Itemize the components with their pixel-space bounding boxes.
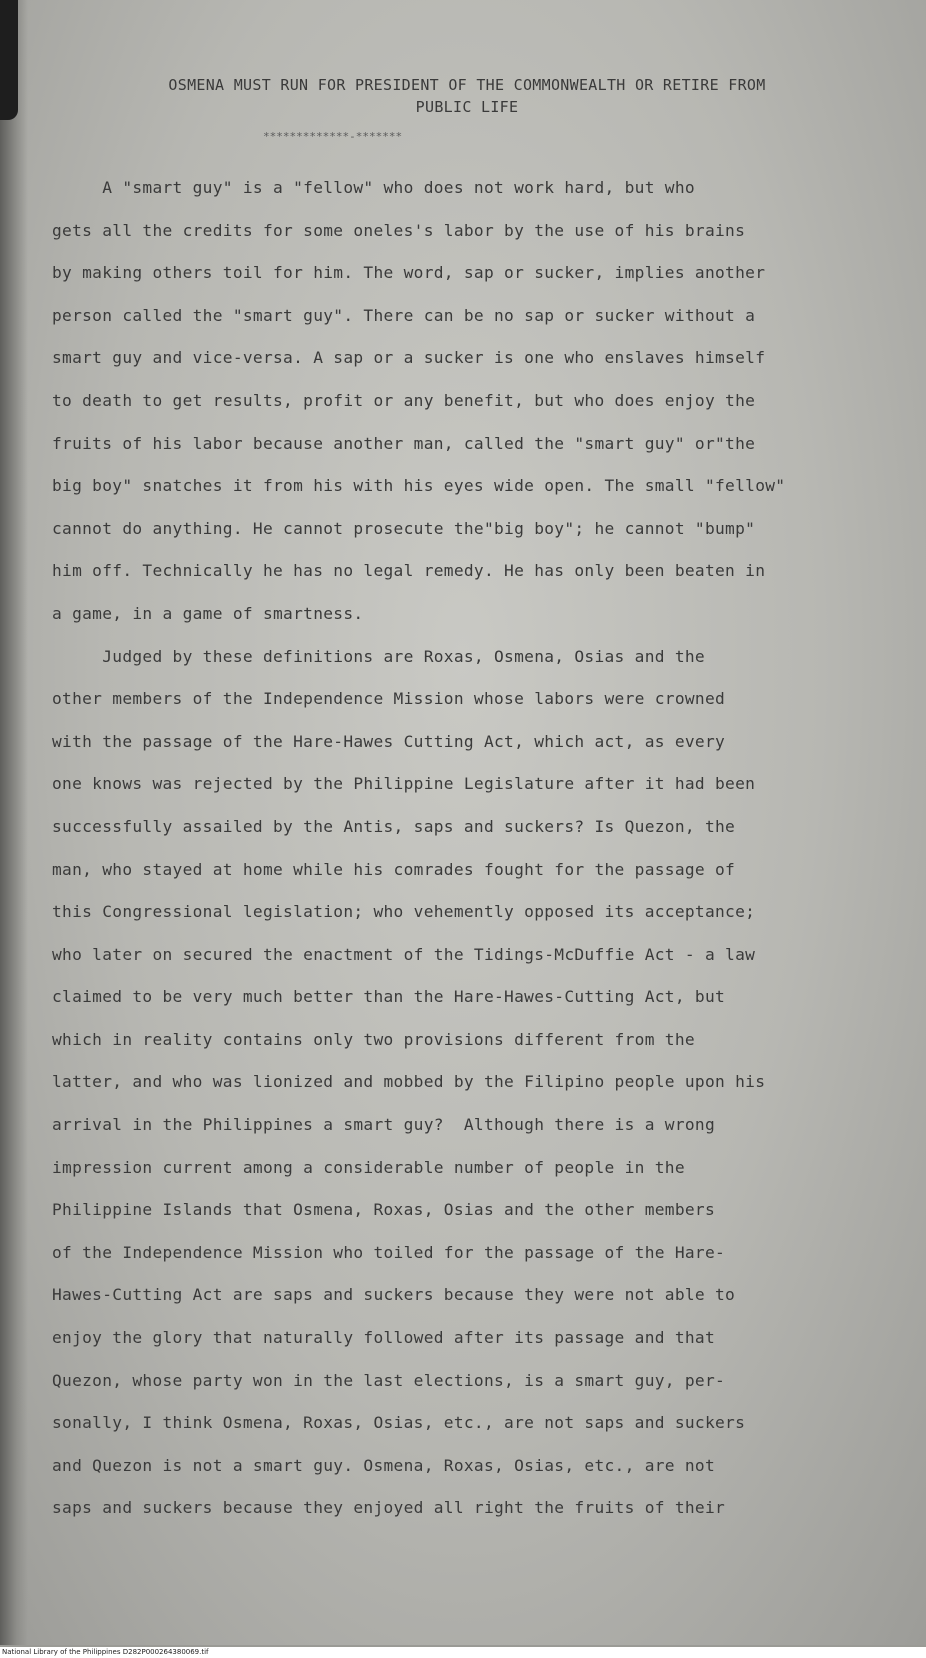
text-line: person called the "smart guy". There can be no sap or sucker without a — [52, 305, 756, 325]
text-line: by making others toil for him. The word, sap or sucker, implies another — [52, 263, 766, 283]
text-line: smart guy and vice-versa. A sap or a sucker is one who enslaves himself — [52, 348, 766, 368]
text-line: successfully assailed by the Antis, saps and suckers? Is Quezon, the — [52, 816, 736, 836]
text-line: him off. Technically he has no legal remedy. He has only been beaten in — [52, 561, 766, 581]
title-line-2: PUBLIC LIFE — [415, 98, 519, 116]
text-line: other members of the Independence Mission whose labors were crowned — [52, 689, 726, 709]
text-line: fruits of his labor because another man, called the "smart guy" or"the — [52, 433, 756, 453]
text-line: Philippine Islands that Osmena, Roxas, Osias and the other members — [52, 1200, 716, 1220]
text-line: to death to get results, profit or any benefit, but who does enjoy the — [52, 390, 756, 410]
text-line: which in reality contains only two provisions different from the — [52, 1029, 695, 1049]
document-title — [52, 74, 882, 118]
text-line: impression current among a considerable number of people in the — [52, 1157, 685, 1177]
text-line: one knows was rejected by the Philippine Legislature after it had been — [52, 774, 756, 794]
text-line: latter, and who was lionized and mobbed by the Filipino people upon his — [52, 1072, 766, 1092]
text-line: Hawes-Cutting Act are saps and suckers because they were not able to — [52, 1285, 736, 1305]
text-line: Quezon, whose party won in the last elections, is a smart guy, per- — [52, 1370, 726, 1390]
text-line: big boy" snatches it from his with his eyes wide open. The small "fellow" — [52, 476, 786, 496]
text-line: who later on secured the enactment of the Tidings-McDuffie Act - a law — [52, 944, 756, 964]
scan-caption: National Library of the Philippines D282P000264380069.tif — [0, 1647, 926, 1658]
text-line: gets all the credits for some oneles's labor by the use of his brains — [52, 220, 746, 240]
text-line: cannot do anything. He cannot prosecute the"big boy"; he cannot "bump" — [52, 518, 756, 538]
text-line: man, who stayed at home while his comrades fought for the passage of — [52, 859, 736, 879]
text-line: with the passage of the Hare-Hawes Cutting Act, which act, as every — [52, 731, 726, 751]
text-line: claimed to be very much better than the Hare-Hawes-Cutting Act, but — [52, 987, 726, 1007]
text-line: saps and suckers because they enjoyed all right the fruits of their — [52, 1498, 726, 1518]
title-line-1: OSMENA MUST RUN FOR PRESIDENT OF THE COMMONWEALTH OR RETIRE FROM — [168, 76, 766, 94]
text-line: enjoy the glory that naturally followed after its passage and that — [52, 1328, 716, 1348]
title-underline: *************-******* — [263, 130, 403, 143]
text-line: arrival in the Philippines a smart guy? Although there is a wrong — [52, 1115, 716, 1135]
text-line: a game, in a game of smartness. — [52, 603, 364, 623]
text-line: and Quezon is not a smart guy. Osmena, Roxas, Osias, etc., are not — [52, 1455, 716, 1475]
body-text — [52, 167, 902, 1530]
text-line: sonally, I think Osmena, Roxas, Osias, etc., are not saps and suckers — [52, 1413, 746, 1433]
text-line: of the Independence Mission who toiled for the passage of the Hare- — [52, 1242, 726, 1262]
text-line: A "smart guy" is a "fellow" who does not work hard, but who — [52, 178, 695, 197]
text-line: this Congressional legislation; who vehemently opposed its acceptance; — [52, 902, 756, 922]
text-line: Judged by these definitions are Roxas, Osmena, Osias and the — [52, 646, 705, 666]
